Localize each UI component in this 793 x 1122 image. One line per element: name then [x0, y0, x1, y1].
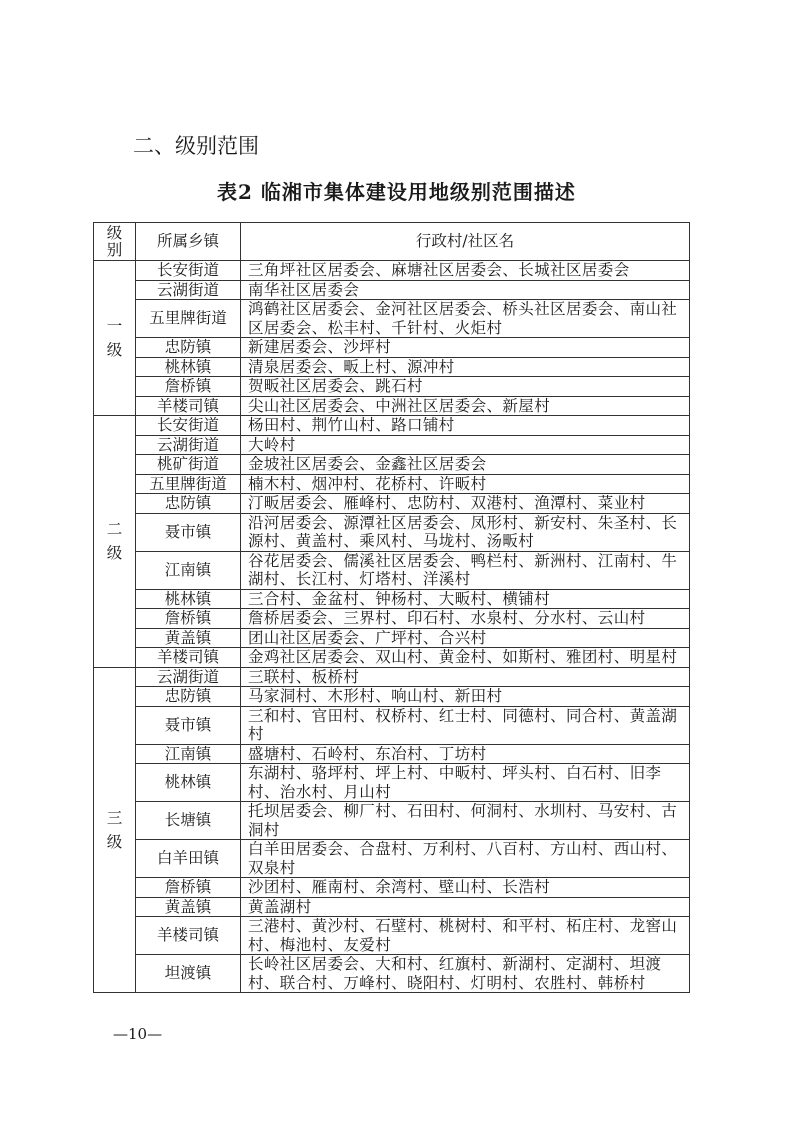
- names-cell: 谷花居委会、儒溪社区居委会、鸭栏村、新洲村、江南村、牛湖村、长江村、灯塔村、洋溪村: [241, 551, 690, 589]
- town-cell: 桃林镇: [136, 589, 241, 609]
- town-cell: 詹桥镇: [136, 878, 241, 898]
- table-row: [94, 648, 690, 668]
- table-row: [94, 802, 690, 840]
- names-cell: 鸿鹤社区居委会、金河社区居委会、桥头社区居委会、南山社区居委会、松丰村、千针村、火炬村: [241, 300, 690, 338]
- table-row: [94, 338, 690, 358]
- table-body: [94, 261, 690, 993]
- names-cell: 楠木村、烟冲村、花桥村、许畈村: [241, 474, 690, 494]
- table-row: [94, 416, 690, 436]
- level-label: 三级: [106, 808, 123, 851]
- town-cell: 云湖街道: [136, 435, 241, 455]
- page-number: —10—: [113, 1025, 163, 1043]
- names-cell: 金坡社区居委会、金鑫社区居委会: [241, 455, 690, 475]
- names-cell: 托坝居委会、柳厂村、石田村、何洞村、水圳村、马安村、古洞村: [241, 802, 690, 840]
- town-cell: 忠防镇: [136, 494, 241, 514]
- names-cell: 三和村、官田村、权桥村、红士村、同德村、同合村、黄盖湖村: [241, 706, 690, 744]
- town-cell: 长塘镇: [136, 802, 241, 840]
- town-cell: 黄盖镇: [136, 897, 241, 917]
- town-cell: 坦渡镇: [136, 955, 241, 993]
- land-level-table: [93, 222, 690, 993]
- table-row: [94, 878, 690, 898]
- names-cell: 沙团村、雁南村、余湾村、壁山村、长浩村: [241, 878, 690, 898]
- town-cell: 云湖街道: [136, 667, 241, 687]
- names-cell: 黄盖湖村: [241, 897, 690, 917]
- table-row: [94, 494, 690, 514]
- table-row: [94, 609, 690, 629]
- header-level-text: 级别: [106, 223, 123, 259]
- names-cell: 清泉居委会、畈上村、源冲村: [241, 357, 690, 377]
- table-row: [94, 513, 690, 551]
- level-cell: [94, 416, 136, 668]
- header-town: 所属乡镇: [136, 223, 241, 261]
- table-caption: 表2 临湘市集体建设用地级别范围描述: [217, 180, 576, 204]
- level-label: 二级: [106, 520, 123, 563]
- names-cell: 金鸡社区居委会、双山村、黄金村、如斯村、雅团村、明星村: [241, 648, 690, 668]
- names-cell: 三港村、黄沙村、石壁村、桃树村、和平村、柘庄村、龙窖山村、梅池村、友爱村: [241, 917, 690, 955]
- table-row: [94, 300, 690, 338]
- town-cell: 聂市镇: [136, 513, 241, 551]
- town-cell: 云湖街道: [136, 280, 241, 300]
- names-cell: 三联村、板桥村: [241, 667, 690, 687]
- town-cell: 五里牌街道: [136, 300, 241, 338]
- table-row: [94, 280, 690, 300]
- table-row: [94, 261, 690, 281]
- town-cell: 黄盖镇: [136, 628, 241, 648]
- town-cell: 羊楼司镇: [136, 917, 241, 955]
- town-cell: 桃林镇: [136, 764, 241, 802]
- section-heading: 二、级别范围: [133, 134, 259, 158]
- names-cell: 杨田村、荆竹山村、路口铺村: [241, 416, 690, 436]
- names-cell: 三角坪社区居委会、麻塘社区居委会、长城社区居委会: [241, 261, 690, 281]
- names-cell: 汀畈居委会、雁峰村、忠防村、双港村、渔潭村、菜业村: [241, 494, 690, 514]
- level-label: 一级: [106, 317, 123, 359]
- header-level: [94, 223, 136, 261]
- town-cell: 桃矿街道: [136, 455, 241, 475]
- town-cell: 江南镇: [136, 551, 241, 589]
- names-cell: 团山社区居委会、广坪村、合兴村: [241, 628, 690, 648]
- names-cell: 沿河居委会、源潭社区居委会、凤形村、新安村、朱圣村、长源村、黄盖村、乘风村、马垅村、汤畈村: [241, 513, 690, 551]
- table-header-row: [94, 223, 690, 261]
- table-row: [94, 455, 690, 475]
- town-cell: 江南镇: [136, 744, 241, 764]
- names-cell: 白羊田居委会、合盘村、万利村、八百村、方山村、西山村、双泉村: [241, 840, 690, 878]
- table-row: [94, 589, 690, 609]
- table-row: [94, 474, 690, 494]
- town-cell: 羊楼司镇: [136, 396, 241, 416]
- table-row: [94, 955, 690, 993]
- town-cell: 白羊田镇: [136, 840, 241, 878]
- table-row: [94, 706, 690, 744]
- town-cell: 长安街道: [136, 416, 241, 436]
- town-cell: 忠防镇: [136, 338, 241, 358]
- names-cell: 尖山社区居委会、中洲社区居委会、新屋村: [241, 396, 690, 416]
- level-cell: [94, 261, 136, 416]
- table-row: [94, 396, 690, 416]
- town-cell: 五里牌街道: [136, 474, 241, 494]
- names-cell: 东湖村、骆坪村、坪上村、中畈村、坪头村、白石村、旧李村、治水村、月山村: [241, 764, 690, 802]
- names-cell: 詹桥居委会、三界村、印石村、水泉村、分水村、云山村: [241, 609, 690, 629]
- table-row: [94, 667, 690, 687]
- names-cell: 大岭村: [241, 435, 690, 455]
- header-names: 行政村/社区名: [241, 223, 690, 261]
- table-row: [94, 628, 690, 648]
- table-row: [94, 917, 690, 955]
- table-row: [94, 551, 690, 589]
- table-row: [94, 764, 690, 802]
- table-row: [94, 687, 690, 707]
- names-cell: 长岭社区居委会、大和村、红旗村、新湖村、定湖村、坦渡村、联合村、万峰村、晓阳村、灯明村、农胜村、韩桥村: [241, 955, 690, 993]
- table-row: [94, 357, 690, 377]
- table-row: [94, 840, 690, 878]
- names-cell: 南华社区居委会: [241, 280, 690, 300]
- level-cell: [94, 667, 136, 993]
- names-cell: 盛塘村、石岭村、东冶村、丁坊村: [241, 744, 690, 764]
- table-row: [94, 744, 690, 764]
- town-cell: 詹桥镇: [136, 377, 241, 397]
- names-cell: 三合村、金盆村、钟杨村、大畈村、横铺村: [241, 589, 690, 609]
- town-cell: 詹桥镇: [136, 609, 241, 629]
- names-cell: 贺畈社区居委会、跳石村: [241, 377, 690, 397]
- town-cell: 聂市镇: [136, 706, 241, 744]
- town-cell: 长安街道: [136, 261, 241, 281]
- town-cell: 桃林镇: [136, 357, 241, 377]
- town-cell: 羊楼司镇: [136, 648, 241, 668]
- names-cell: 新建居委会、沙坪村: [241, 338, 690, 358]
- table-row: [94, 435, 690, 455]
- town-cell: 忠防镇: [136, 687, 241, 707]
- names-cell: 马家洞村、木形村、响山村、新田村: [241, 687, 690, 707]
- table-row: [94, 377, 690, 397]
- table-row: [94, 897, 690, 917]
